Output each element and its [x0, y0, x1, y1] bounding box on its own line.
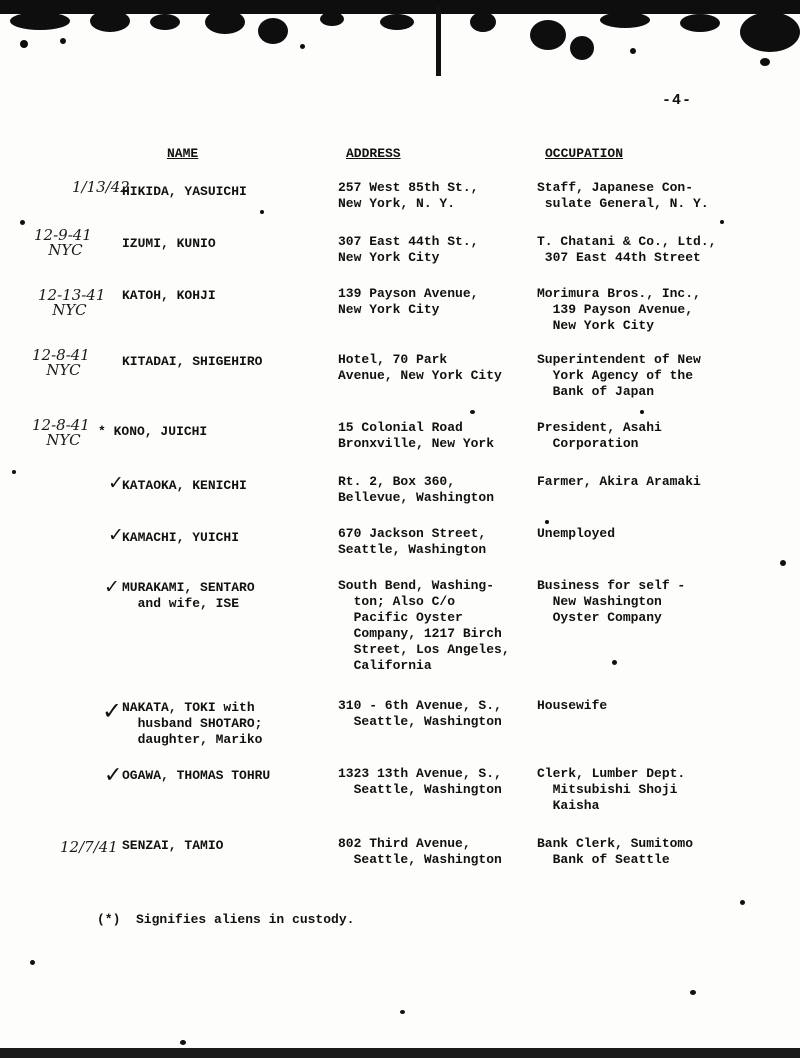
entry-name: HIKIDA, YASUICHI [122, 184, 247, 199]
entry-address: 15 Colonial Road Bronxville, New York [338, 420, 495, 451]
table-row [0, 763, 800, 826]
table-row [0, 526, 800, 586]
scan-speck [545, 520, 549, 524]
scan-speck [400, 1010, 405, 1014]
entry-name: IZUMI, KUNIO [122, 236, 216, 251]
entry-address: 307 East 44th St., New York City [338, 234, 479, 265]
entry-occupation: Staff, Japanese Con- sulate General, N. Y. [537, 180, 709, 211]
entry-address: 1323 13th Avenue, S., Seattle, Washington [338, 766, 502, 797]
scan-speck [12, 470, 16, 474]
handwritten-date: 12-13-41 NYC [38, 286, 106, 319]
header-address: ADDRESS [346, 146, 401, 161]
entry-name: KITADAI, SHIGEHIRO [122, 354, 263, 369]
header-occupation: OCCUPATION [545, 146, 624, 161]
check-mark-icon: ✓ [104, 576, 120, 598]
scan-speck [612, 660, 617, 665]
scan-speck [180, 1040, 186, 1045]
entry-occupation: Morimura Bros., Inc., 139 Payson Avenue, New York City [537, 286, 701, 333]
handwritten-date: 12-8-41 NYC [32, 416, 90, 449]
page-number: -4- [662, 92, 693, 109]
table-row [0, 698, 800, 754]
binder-mark [436, 6, 441, 76]
entry-address: 139 Payson Avenue, New York City [338, 286, 479, 317]
entry-occupation: President, Asahi Corporation [537, 420, 662, 451]
entry-address: 670 Jackson Street, Seattle, Washington [338, 526, 487, 557]
table-row [0, 226, 800, 294]
entry-address: 802 Third Avenue, Seattle, Washington [338, 836, 502, 867]
check-mark-icon: ✓ [108, 524, 124, 546]
entry-occupation: Business for self - New Washington Oyster Company [537, 578, 686, 625]
table-row [0, 836, 800, 896]
entry-name: KATAOKA, KENICHI [122, 478, 247, 493]
entry-name: NAKATA, TOKI with husband SHOTARO; daughter, Mariko [122, 700, 263, 747]
table-row [0, 578, 800, 688]
scan-speck [30, 960, 35, 965]
header-name: NAME [167, 146, 199, 161]
entry-name: KATOH, KOHJI [122, 288, 216, 303]
entry-address: South Bend, Washing- ton; Also C/o Pacific Oyster Company, 1217 Birch Street, Los Angeles, California [338, 578, 510, 673]
entry-occupation: T. Chatani & Co., Ltd., 307 East 44th Street [537, 234, 717, 265]
footnote: (*) Signifies aliens in custody. [97, 912, 355, 927]
entry-name: KAMACHI, YUICHI [122, 530, 240, 545]
scan-speck [640, 410, 644, 414]
entry-occupation: Clerk, Lumber Dept. Mitsubishi Shoji Kaisha [537, 766, 686, 813]
check-mark-icon: ✓ [108, 472, 124, 494]
handwritten-date: 12-9-41 NYC [34, 226, 92, 259]
handwritten-date: 12/7/41 [60, 838, 118, 856]
entry-name: SENZAI, TAMIO [122, 838, 224, 853]
check-mark-icon: ✓ [104, 763, 123, 788]
scan-speck [690, 990, 696, 995]
scan-speck [780, 560, 786, 566]
entry-name: * KONO, JUICHI [98, 424, 208, 439]
check-mark-icon: ✓ [102, 697, 123, 725]
table-row [0, 416, 800, 480]
entry-address: 310 - 6th Avenue, S., Seattle, Washington [338, 698, 502, 729]
entry-address: Hotel, 70 Park Avenue, New York City [338, 352, 502, 383]
entry-occupation: Bank Clerk, Sumitomo Bank of Seattle [537, 836, 694, 867]
scan-edge-bottom [0, 1048, 800, 1058]
entry-name: OGAWA, THOMAS TOHRU [122, 768, 271, 783]
scan-speck [720, 220, 724, 224]
entry-occupation: Housewife [537, 698, 608, 713]
scan-noise-top [0, 0, 800, 70]
handwritten-date: 1/13/42 [72, 178, 130, 196]
entry-occupation: Superintendent of New York Agency of the Bank of Japan [537, 352, 701, 399]
scan-speck [260, 210, 264, 214]
scan-speck [20, 220, 25, 225]
entry-address: Rt. 2, Box 360, Bellevue, Washington [338, 474, 495, 505]
entry-occupation: Unemployed [537, 526, 616, 541]
table-row [0, 180, 800, 240]
handwritten-date: 12-8-41 NYC [32, 346, 90, 379]
table-row [0, 286, 800, 346]
scan-speck [740, 900, 745, 905]
entry-address: 257 West 85th St., New York, N. Y. [338, 180, 479, 211]
table-row [0, 346, 800, 412]
scan-speck [470, 410, 475, 414]
entry-occupation: Farmer, Akira Aramaki [537, 474, 701, 489]
entry-name: MURAKAMI, SENTARO and wife, ISE [122, 580, 255, 611]
